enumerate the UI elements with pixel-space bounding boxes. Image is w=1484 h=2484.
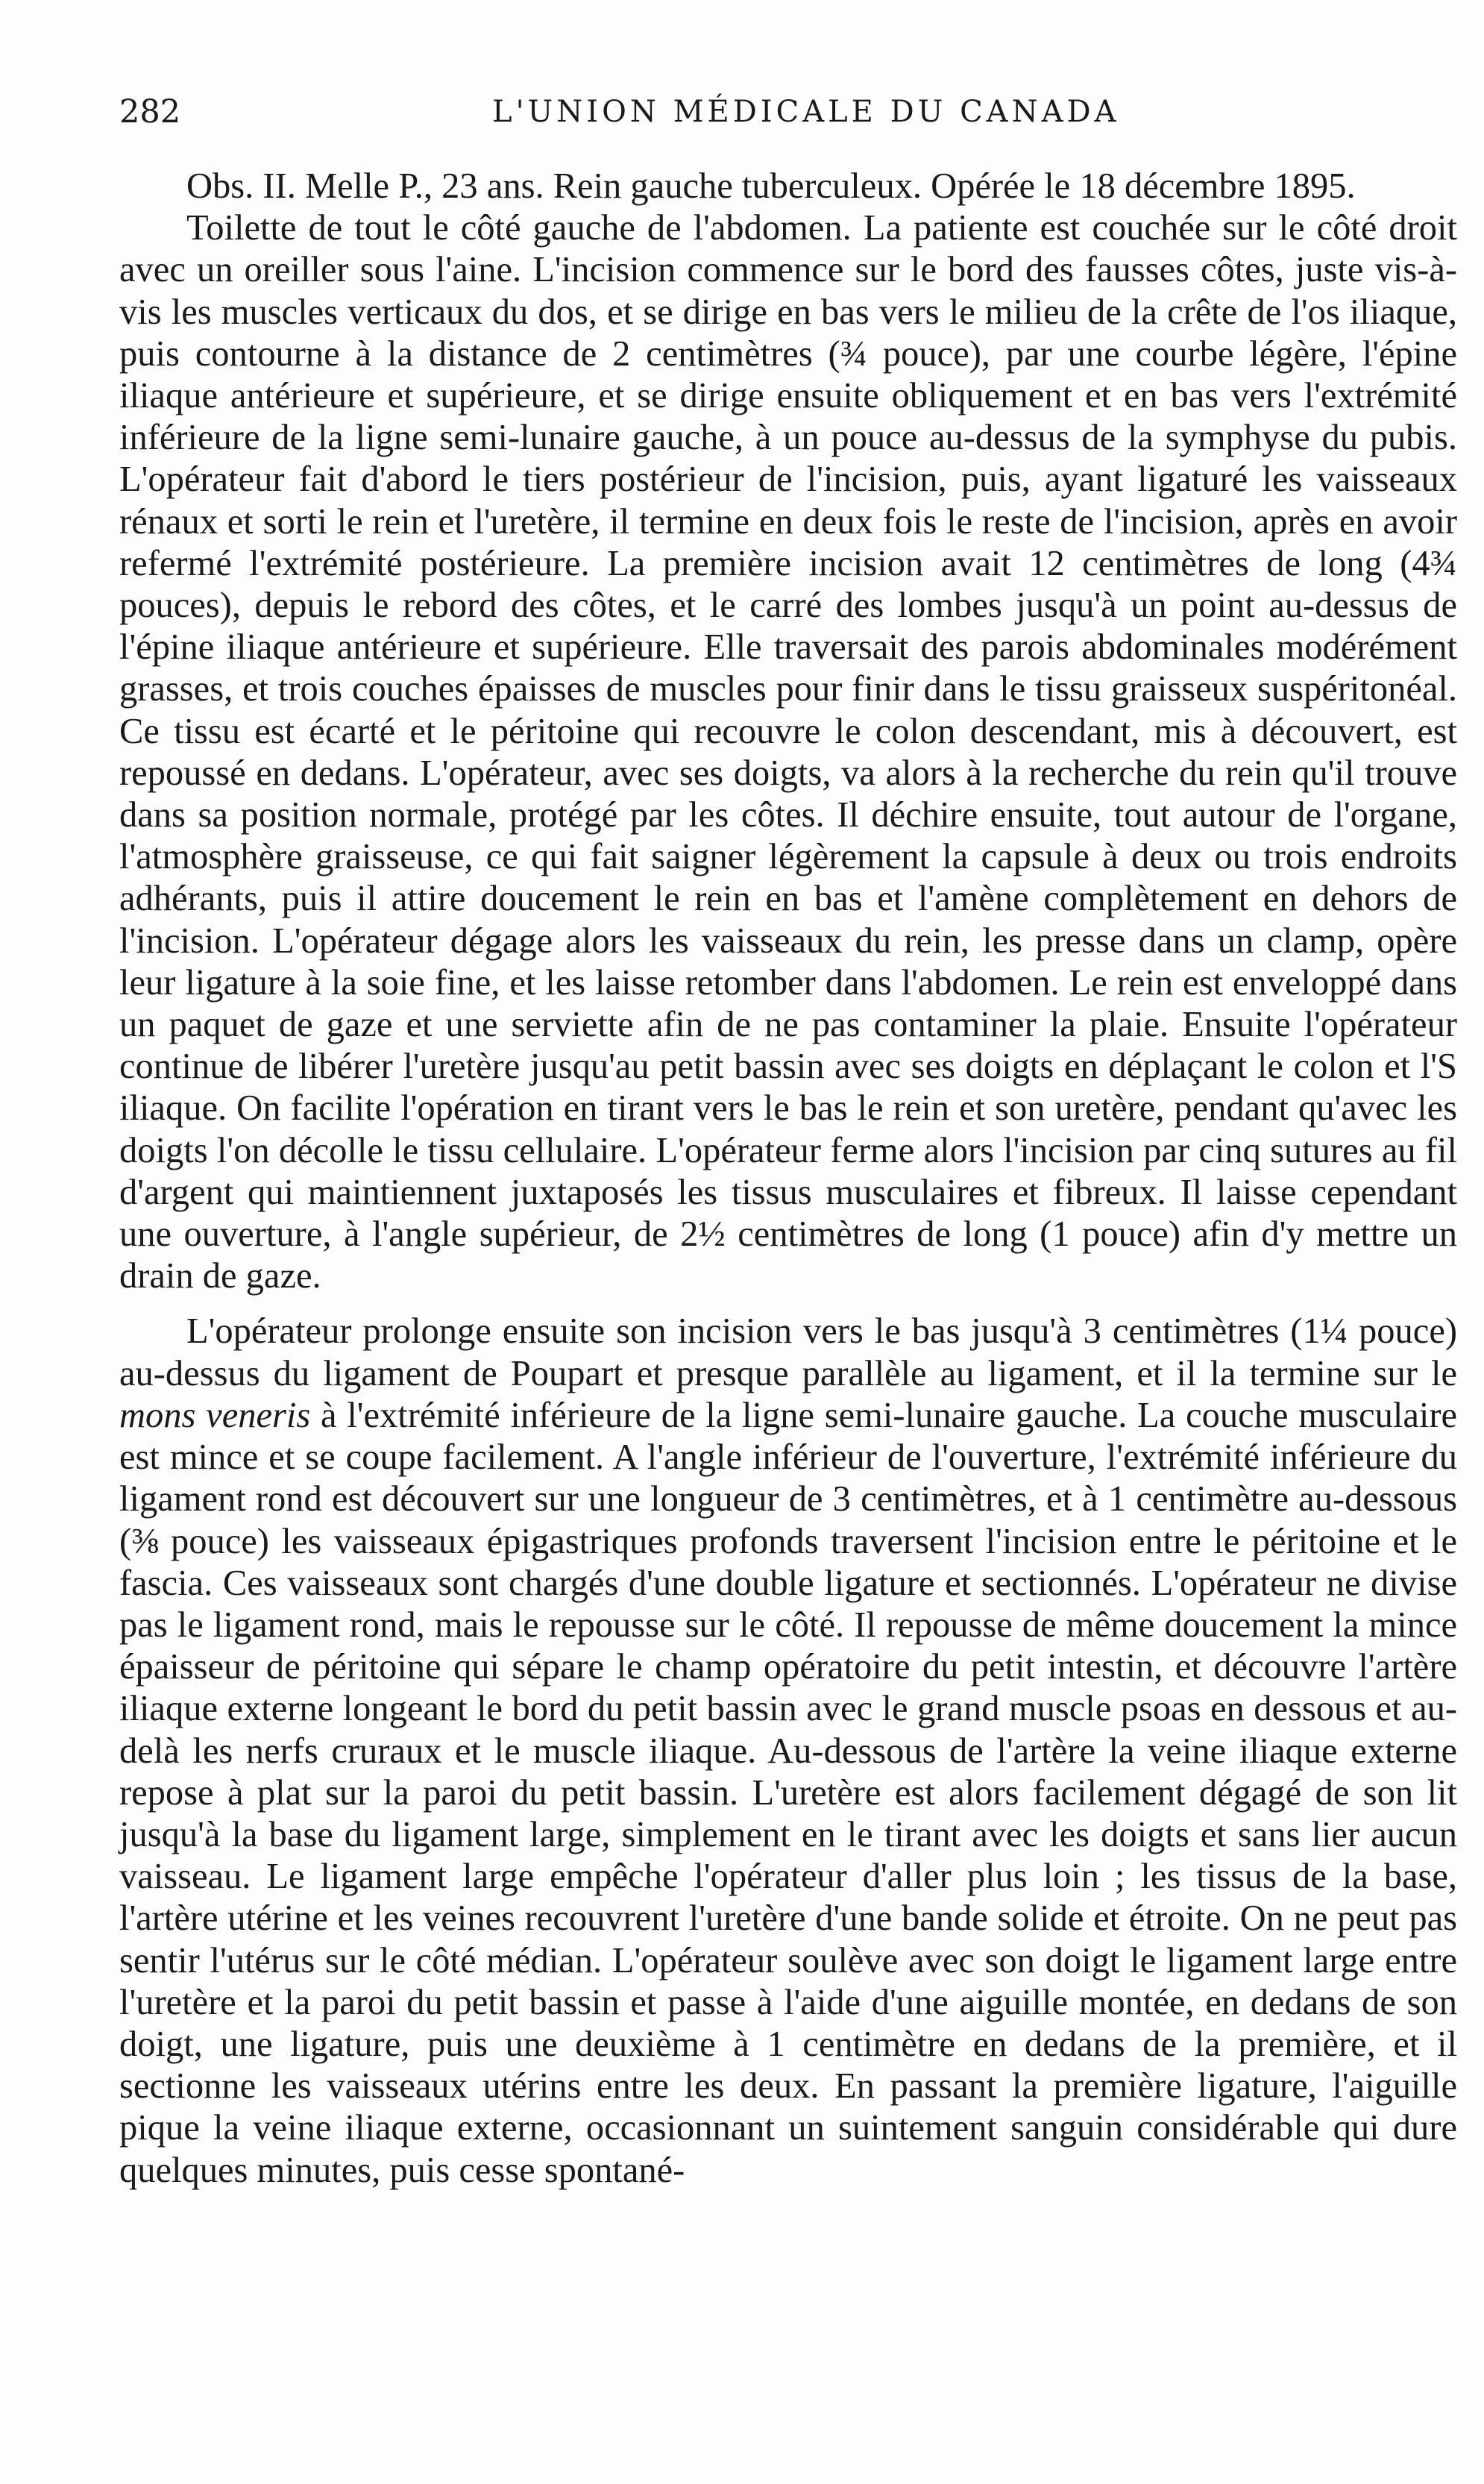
page-number: 282 bbox=[119, 93, 181, 131]
paragraph-2-text-after: à l'extrémité inférieure de la ligne semi-lunaire gauche. La couche musculaire est mince et se coupe facilement. A l'angle inférieur de l'ouverture, l'extrémité inférieure du ligament rond est découvert sur une longueur de 3 centimètres, et à 1 centimètre au-dessous (⅜ pouce) les vaisseaux épigastriques profonds traversent l'incision entre le péritoine et le fascia. Ces vaisseaux sont chargés d'une double ligature et sectionnés. L'opérateur ne divise pas le ligament rond, mais le repousse sur le côté. Il repousse de même doucement la mince épaisseur de péritoine qui sépare le champ opératoire du petit intestin, et découvre l'artère iliaque externe longeant le bord du petit bassin avec le grand muscle psoas en dessous et au-delà les nerfs cruraux et le muscle iliaque. Au-dessous de l'artère la veine iliaque externe repose à plat sur la paroi du petit bassin. L'uretère est alors facilement dégagé de son lit jusqu'à la base du ligament large, simplement en le tirant avec les doigts et sans lier aucun vaisseau. Le ligament large empêche l'opérateur d'aller plus loin ; les tissus de la base, l'artère utérine et les veines recouvrent l'uretère d'une bande solide et étroite. On ne peut pas sentir l'utérus sur le côté médian. L'opérateur soulève avec son doigt le ligament large entre l'uretère et la paroi du petit bassin et passe à l'aide d'une aiguille montée, en dedans de son doigt, une ligature, puis une deuxième à 1 centimètre en dedans de la première, et il sectionne les vaisseaux utérins entre les deux. En passant la première ligature, l'aiguille pique la veine iliaque externe, occasionnant un suintement sanguin considérable qui dure quelques minutes, puis cesse spontané- bbox=[119, 1395, 1457, 2190]
observation-heading: Obs. II. Melle P., 23 ans. Rein gauche tuberculeux. Opérée le 18 décembre 1895. bbox=[186, 166, 1356, 206]
running-header bbox=[119, 90, 1454, 134]
journal-title: L'UNION MÉDICALE DU CANADA bbox=[492, 95, 1120, 129]
paragraph-2-text-before: L'opérateur prolonge ensuite son incision vers le bas jusqu'à 3 centimètres (1¼ pouce) au-dessus du ligament de Poupart et presque parallèle au ligament, et il la termine sur le bbox=[119, 1311, 1457, 1393]
latin-term: mons veneris bbox=[119, 1395, 311, 1435]
paragraph-1 bbox=[119, 207, 1457, 1297]
paragraph-1-text: Toilette de tout le côté gauche de l'abdomen. La patiente est couchée sur le côté droit avec un oreiller sous l'aine. L'incision commence sur le bord des fausses côtes, juste vis-à-vis les muscles verticaux du dos, et se dirige en bas vers le milieu de la crête de l'os iliaque, puis contourne à la distance de 2 centimètres (¾ pouce), par une courbe légère, l'épine iliaque antérieure et supérieure, et se dirige ensuite obliquement et en bas vers l'extrémité inférieure de la ligne semi-lunaire gauche, à un pouce au-dessus de la symphyse du pubis. L'opérateur fait d'abord le tiers postérieur de l'incision, puis, ayant ligaturé les vaisseaux rénaux et sorti le rein et l'uretère, il termine en deux fois le reste de l'incision, après en avoir refermé l'extrémité postérieure. La première incision avait 12 centimètres de long (4¾ pouces), depuis le rebord des côtes, et le carré des lombes jusqu'à un point au-dessus de l'épine iliaque antérieure et supérieure. Elle traversait des parois abdominales modérément grasses, et trois couches épaisses de muscles pour finir dans le tissu graisseux suspéritonéal. Ce tissu est écarté et le péritoine qui recouvre le colon descendant, mis à découvert, est repoussé en dedans. L'opérateur, avec ses doigts, va alors à la recherche du rein qu'il trouve dans sa position normale, protégé par les côtes. Il déchire ensuite, tout autour de l'organe, l'atmosphère graisseuse, ce qui fait saigner légèrement la capsule à deux ou trois endroits adhérants, puis il attire doucement le rein en bas et l'amène complètement en dehors de l'incision. L'opérateur dégage alors les vaisseaux du rein, les presse dans un clamp, opère leur ligature à la soie fine, et les laisse retomber dans l'abdomen. Le rein est enveloppé dans un paquet de gaze et une serviette afin de ne pas contaminer la plaie. Ensuite l'opérateur continue de libérer l'uretère jusqu'au petit bassin avec ses doigts en déplaçant le colon et l'S iliaque. On facilite l'opération en tirant vers le bas le rein et son uretère, pendant qu'avec les doigts l'on décolle le tissu cellulaire. L'opérateur ferme alors l'incision par cinq sutures au fil d'argent qui maintiennent juxtaposés les tissus musculaires et fibreux. Il laisse cependant une ouverture, à l'angle supérieur, de 2½ centimètres de long (1 pouce) afin d'y mettre un drain de gaze. bbox=[119, 208, 1457, 1296]
paragraph-2 bbox=[119, 1311, 1457, 2191]
body-text bbox=[119, 166, 1457, 2192]
